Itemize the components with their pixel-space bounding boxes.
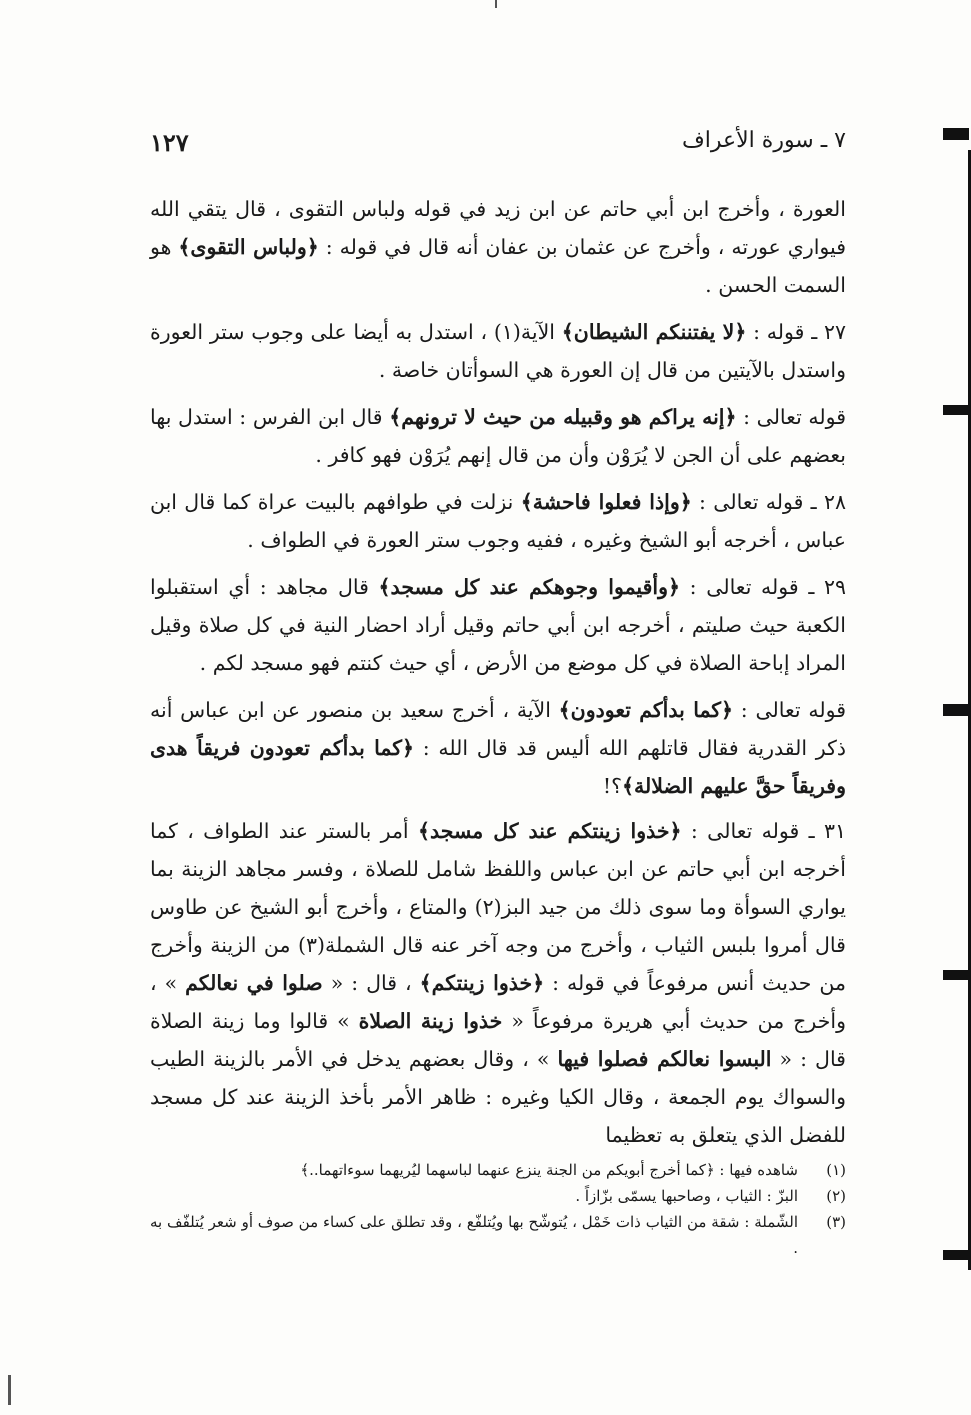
paragraph (150, 313, 846, 389)
text-run: » قالوا وما زينة الصلاة قال : « (150, 1009, 846, 1071)
quran-quote: ﴿وإذا فعلوا فاحشة﴾ (520, 490, 692, 514)
scan-speck (495, 0, 497, 8)
text-run: قوله تعالى : (736, 405, 846, 429)
text-run: أمر بالستر عند الطواف ، كما أخرجه ابن أبي حاتم عن ابن عباس واللفظ شامل للصلاة ، وفسر مجاهد الزينة بما يواري السوأة وما سوى ذلك من جيد البز(٢) والمتاع ، وأخرج أبو الشيخ عن طاوس قال أمروا بلبس الثياب ، وأخرج من وجه آخر عنه قال الشملة(٣) من الزينة وأخرج من حديث أنس مرفوعاً في قوله : (150, 819, 846, 995)
text-run: ٢٨ ـ قوله تعالى : (691, 490, 847, 514)
footnote-text: الشّملة : شقة من الثياب ذات خَمْل ، يُتوشّح بها ويُتلفّع ، وقد تطلق على كساء من صوف أو شعر يُتلفّف به . (150, 1213, 798, 1257)
scan-mark (943, 704, 969, 716)
text-run: قال ابن الفرس : استدل بها بعضهم على أن الجن لا يُرَوْن وأن من قال إنهم يُرَوْن فهو كافر . (150, 405, 846, 467)
quran-quote: ﴿كما بدأكم تعودون﴾ (558, 698, 734, 722)
footnote-number: (١) (826, 1161, 846, 1179)
text-run: ٢٧ ـ قوله : (746, 320, 847, 344)
text-run: قال مجاهد : أي استقبلوا الكعبة حيث صليتم ، أخرجه ابن أبي حاتم وقيل أراد احضار النية في كل صلاة وقيل المراد إباحة الصلاة في كل موضع من الأرض ، أي حيث كنتم فهو مسجد لكم . (150, 575, 846, 675)
text-run: هو السمت الحسن . (150, 235, 846, 297)
scan-mark (943, 1250, 969, 1260)
text-run: الآية(١) ، استدل به أيضا على وجوب ستر العورة واستدل بالآيتين من قال إن العورة هي السوأتان خاصة . (150, 320, 846, 382)
text-run: العورة ، وأخرج ابن أبي حاتم عن ابن زيد في قوله ولباس التقوى ، قال يتقي الله فيواري عورته ، وأخرج عن عثمان بن عفان أنه قال في قوله : (150, 197, 846, 259)
paragraph (150, 483, 846, 559)
footnote (150, 1183, 846, 1209)
scan-speck (8, 1375, 11, 1405)
footnote (150, 1209, 846, 1261)
text-run: نزلت في طوافهم بالبيت عراة كما قال ابن عباس ، أخرجه أبو الشيخ وغيره ، ففيه وجوب ستر العورة في الطواف . (150, 490, 846, 552)
scan-mark (943, 405, 969, 415)
quran-quote: ﴿خذوا زينتكم﴾ (419, 971, 545, 995)
paragraph (150, 691, 846, 805)
paragraph (150, 812, 846, 1154)
paragraph (150, 568, 846, 682)
quran-quote: ﴿ولباس التقوى﴾ (178, 235, 319, 259)
text-run: الآية ، أخرج سعيد بن منصور عن ابن عباس أنه ذكر القدرية فقال قاتلهم الله أليس قد قال الله : (150, 698, 846, 760)
text-run: ، قال : « (322, 971, 420, 995)
text-run: ٣١ ـ قوله تعالى : (681, 819, 846, 843)
text-run: ٢٩ ـ قوله تعالى : (680, 575, 847, 599)
scan-mark (943, 970, 969, 980)
paragraph (150, 398, 846, 474)
quran-quote: ﴿لا يفتننكم الشيطان﴾ (561, 320, 747, 344)
quran-quote: خذوا زينة الصلاة (358, 1009, 503, 1033)
page-number: ١٢٧ (150, 128, 189, 157)
scan-mark (943, 128, 969, 140)
text-run: » ، وأخرج من حديث أبي هريرة مرفوعاً « (150, 971, 846, 1033)
quran-quote: ﴿وأقيموا وجوهكم عند كل مسجد﴾ (378, 575, 681, 599)
footnote-text: البزّ : الثياب ، وصاحبها يسمّى بزّازاً . (575, 1187, 798, 1205)
footnote-number: (٢) (826, 1187, 846, 1205)
main-text (150, 190, 846, 1163)
footnote (150, 1157, 846, 1183)
page-header (150, 128, 846, 168)
text-run: » ، وقال بعضهم يدخل في الأمر بالزينة الطيب والسواك يوم الجمعة ، وقال الكيا وغيره : ظاهر الأمر بأخذ الزينة عند كل مسجد للفضل الذي يتعلق به تعظيما (150, 1047, 846, 1147)
footnote-number: (٣) (826, 1213, 846, 1231)
quran-quote: البسوا نعالكم فصلوا فيها (557, 1047, 772, 1071)
footnotes (150, 1157, 846, 1261)
quran-quote: صلوا في نعالكم (185, 971, 323, 995)
quran-quote: ﴿خذوا زينتكم عند كل مسجد﴾ (417, 819, 682, 843)
footnote-text: شاهده فيها : ﴿كما أخرج أبويكم من الجنة ينزع عنهما لباسهما ليُريهما سوءاتهما..﴾ (300, 1161, 798, 1179)
quran-quote: ﴿كما بدأكم تعودون فريقاً هدى وفريقاً حقَّ عليهم الضلالة﴾ (150, 736, 846, 798)
surah-heading: ٧ ـ سورة الأعراف (681, 128, 846, 153)
text-run: ؟! (602, 774, 622, 798)
text-run: قوله تعالى : (733, 698, 846, 722)
quran-quote: ﴿إنه يراكم هو وقبيله من حيث لا ترونهم﴾ (389, 405, 737, 429)
paragraph (150, 190, 846, 304)
